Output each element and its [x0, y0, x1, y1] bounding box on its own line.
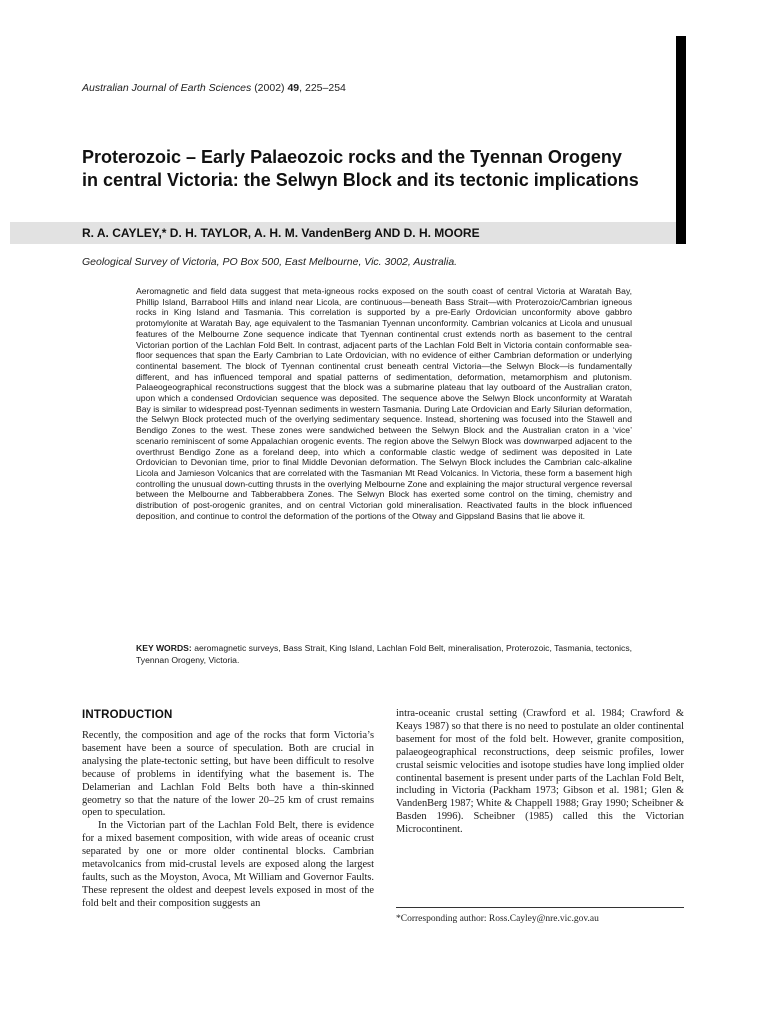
article-title: Proterozoic – Early Palaeozoic rocks and the Tyennan Orogeny in central Victoria: the Selwyn Block and its tectonic implications: [82, 147, 639, 190]
journal-citation: [82, 82, 642, 94]
intro-paragraph-2: In the Victorian part of the Lachlan Fold Belt, there is evidence for a mixed basement composition, with wide areas of oceanic crust separated by one or more older continental blocks. Cambrian metavolcanics from mid-crustal levels are exposed along the largest faults, such as the Moyston, Avoca, Mt William and Governor Faults. These represent the oldest and deepest levels exposed in most of the fold belt and their composition suggests an: [82, 820, 374, 909]
footnote-divider: [396, 907, 684, 908]
left-column: [82, 730, 374, 911]
corresponding-author-footnote: *Corresponding author: Ross.Cayley@nre.vic.gov.au: [396, 914, 599, 924]
author-affiliation: Geological Survey of Victoria, PO Box 500, East Melbourne, Vic. 3002, Australia.: [82, 256, 458, 268]
keywords-label: KEY WORDS:: [136, 643, 192, 653]
abstract-text: Aeromagnetic and field data suggest that meta-igneous rocks exposed on the south coast of central Victoria at Waratah Bay, Phillip Island, Barrabool Hills and inland near Licola, are continuous—beneath Bass Strait—with Proterozoic/Cambrian igneous rocks in King Island and Tasmania. This correlation is supported by a pre-Early Ordovician unconformity above gabbro protomylonite at Waratah Bay, age equivalent to the Tasmanian Tyennan unconformity. Cambrian volcanics at Licola and unusual features of the Melbourne Zone sequence indicate that Tyennan continental crust extends north as basement to the central Victorian portion of the Lachlan Fold Belt. In contrast, adjacent parts of the Lachlan Fold Belt in Victoria contain conformable sea-floor sequences that span the Early Cambrian to Late Ordovician, with no evidence of either Cambrian deformation or underlying continental basement. The block of Tyennan continental crust beneath central Victoria—the Selwyn Block—is fundamentally different, and has influenced temporal and spatial patterns of sedimentation, deformation, metamorphism and plutonism. Palaeogeographical reconstructions suggest that the block was a submarine plateau that lay outboard of the Australian craton, upon which a condensed Ordovician sequence was deposited. The sequence above the Selwyn Block unconformity at Waratah Bay is similar to widespread post-Tyennan sediments in western Tasmania. During Late Ordovician and Early Silurian deformation, the Selwyn Block protected much of the overlying sedimentary sequence. Instead, shortening was focused into the Stawell and Bendigo Zones to the west. These zones were sandwiched between the Selwyn Block and the Australian craton in a ‘vice’ scenario reminiscent of some Appalachian orogenic events. The region above the Selwyn Block was downwarped adjacent to the overthrust Bendigo Zone as a foreland deep, into which a conformable clastic wedge of sediment was deposited in Late Ordovician to Devonian time, prior to final Middle Devonian deformation. The Selwyn Block includes the Cambrian calc-alkaline Licola and Jamieson Volcanics that are correlated with the Tasmanian Mt Read Volcanics. In Victoria, these form a basement high controlling the unusual down-cutting thrusts in the overlying Melbourne Zone and explaining the major structural vergence reversal between the Melbourne and Tabberabbera Zones. The Selwyn Block has exerted some control on the timing, chemistry and distribution of post-orogenic granites, and on central Victorian gold mineralisation. Reactivated faults in the block influenced deposition, and continue to control the deformation of the portions of the Otway and Gippsland Basins that lie above it.: [136, 286, 632, 521]
keywords-list: aeromagnetic surveys, Bass Strait, King Island, Lachlan Fold Belt, mineralisation, Proterozoic, Tasmania, tectonics, Tyennan Orogeny, Victoria.: [136, 643, 633, 665]
right-column: [396, 708, 684, 837]
journal-pages: , 225–254: [299, 82, 346, 94]
journal-volume: 49: [287, 82, 300, 94]
section-heading-introduction: INTRODUCTION: [82, 709, 173, 721]
intro-paragraph-1: Recently, the composition and age of the rocks that form Victoria’s basement have been a source of speculation. Both are crucial in analysing the plate-tectonic setting, but have been difficult to resolve because of problems in identifying what the basement is. The Delamerian and Lachlan Fold Belts both have a thin-skinned geometry so that the nature of the lower 20–25 km of crust remains open to speculation.: [82, 730, 374, 819]
journal-name: Australian Journal of Earth Sciences: [82, 82, 252, 94]
page-edge-marker-bar: [676, 36, 686, 244]
journal-year: (2002): [254, 82, 285, 94]
keywords: [136, 642, 632, 666]
author-list: R. A. CAYLEY,* D. H. TAYLOR, A. H. M. VandenBerg AND D. H. MOORE: [82, 226, 480, 240]
intro-paragraph-3: intra-oceanic crustal setting (Crawford et al. 1984; Crawford & Keays 1987) so that there is no need to postulate an older continental basement for most of the fold belt. However, granite composition, palaeogeographical reconstructions, deep seismic profiles, lower crustal seismic velocities and isotope studies have long implied older continental basement is present under parts of the Lachlan Fold Belt, including in Victoria (Packham 1973; Gibson et al. 1981; Glen & VandenBerg 1987; White & Chappell 1988; Gray 1990; Scheibner & Basden 1996). Scheibner (1985) called this the Victorian Microcontinent.: [396, 708, 684, 836]
